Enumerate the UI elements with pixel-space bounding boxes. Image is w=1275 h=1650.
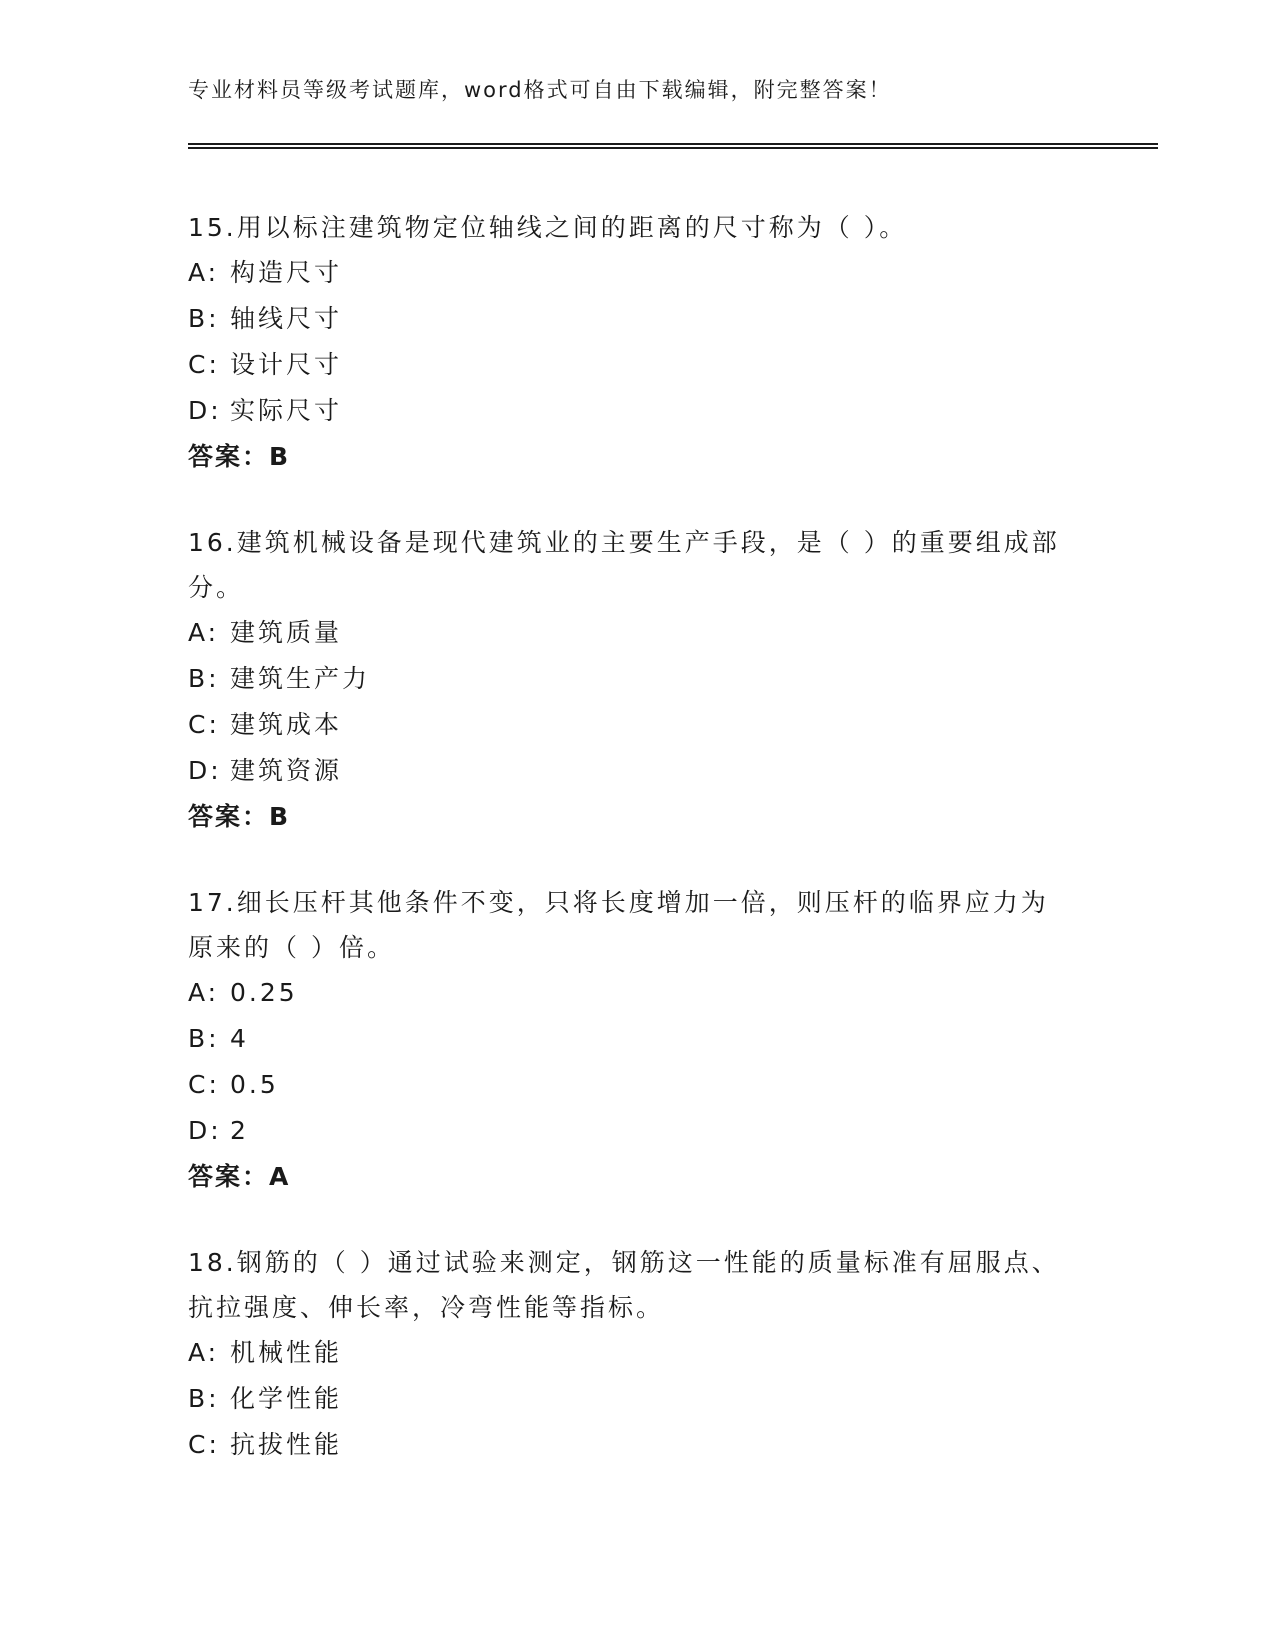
option-c — [188, 342, 1068, 388]
option-text: 2 — [230, 1116, 249, 1145]
option-a — [188, 610, 1068, 656]
question-17 — [188, 880, 1068, 1200]
option-key: B: — [188, 664, 220, 693]
header-divider — [188, 143, 1158, 149]
question-stem: 18.钢筋的（ ）通过试验来测定，钢筋这一性能的质量标准有屈服点、抗拉强度、伸长率，冷弯性能等指标。 — [188, 1248, 1060, 1322]
option-b — [188, 1016, 1068, 1062]
option-c — [188, 1422, 1068, 1468]
question-stem: 17.细长压杆其他条件不变，只将长度增加一倍，则压杆的临界应力为原来的（ ）倍。 — [188, 888, 1049, 962]
option-key: B: — [188, 304, 220, 333]
question-15 — [188, 205, 1068, 480]
option-text: 构造尺寸 — [230, 258, 343, 287]
option-key: C: — [188, 1430, 220, 1459]
question-stem: 16.建筑机械设备是现代建筑业的主要生产手段，是（ ）的重要组成部分。 — [188, 528, 1060, 602]
option-text: 设计尺寸 — [230, 350, 343, 379]
option-d — [188, 748, 1068, 794]
option-key: A: — [188, 258, 220, 287]
option-text: 化学性能 — [230, 1384, 343, 1413]
option-text: 实际尺寸 — [230, 396, 343, 425]
option-b — [188, 296, 1068, 342]
answer-label: 答案：A — [188, 1162, 291, 1191]
option-c — [188, 1062, 1068, 1108]
option-text: 建筑质量 — [230, 618, 343, 647]
option-key: B: — [188, 1024, 220, 1053]
option-b — [188, 1376, 1068, 1422]
page-header: 专业材料员等级考试题库，word格式可自由下载编辑，附完整答案！ — [188, 78, 892, 102]
option-text: 建筑资源 — [230, 756, 343, 785]
option-text: 建筑生产力 — [230, 664, 371, 693]
answer-label: 答案：B — [188, 442, 291, 471]
option-text: 0.25 — [230, 978, 298, 1007]
option-key: B: — [188, 1384, 220, 1413]
option-key: D: — [188, 1116, 222, 1145]
option-key: D: — [188, 396, 222, 425]
option-a — [188, 970, 1068, 1016]
option-a — [188, 1330, 1068, 1376]
option-a — [188, 250, 1068, 296]
option-key: D: — [188, 756, 222, 785]
question-list — [188, 205, 1068, 1508]
question-16 — [188, 520, 1068, 840]
option-text: 机械性能 — [230, 1338, 343, 1367]
option-text: 0.5 — [230, 1070, 279, 1099]
option-d — [188, 388, 1068, 434]
option-c — [188, 702, 1068, 748]
option-text: 抗拔性能 — [230, 1430, 343, 1459]
option-text: 轴线尺寸 — [230, 304, 343, 333]
question-stem: 15.用以标注建筑物定位轴线之间的距离的尺寸称为（ ）。 — [188, 213, 908, 242]
option-b — [188, 656, 1068, 702]
option-text: 建筑成本 — [230, 710, 343, 739]
option-text: 4 — [230, 1024, 249, 1053]
option-key: A: — [188, 1338, 220, 1367]
option-key: C: — [188, 350, 220, 379]
option-key: C: — [188, 1070, 220, 1099]
answer-label: 答案：B — [188, 802, 291, 831]
option-key: A: — [188, 978, 220, 1007]
question-18 — [188, 1240, 1068, 1468]
option-d — [188, 1108, 1068, 1154]
option-key: A: — [188, 618, 220, 647]
option-key: C: — [188, 710, 220, 739]
